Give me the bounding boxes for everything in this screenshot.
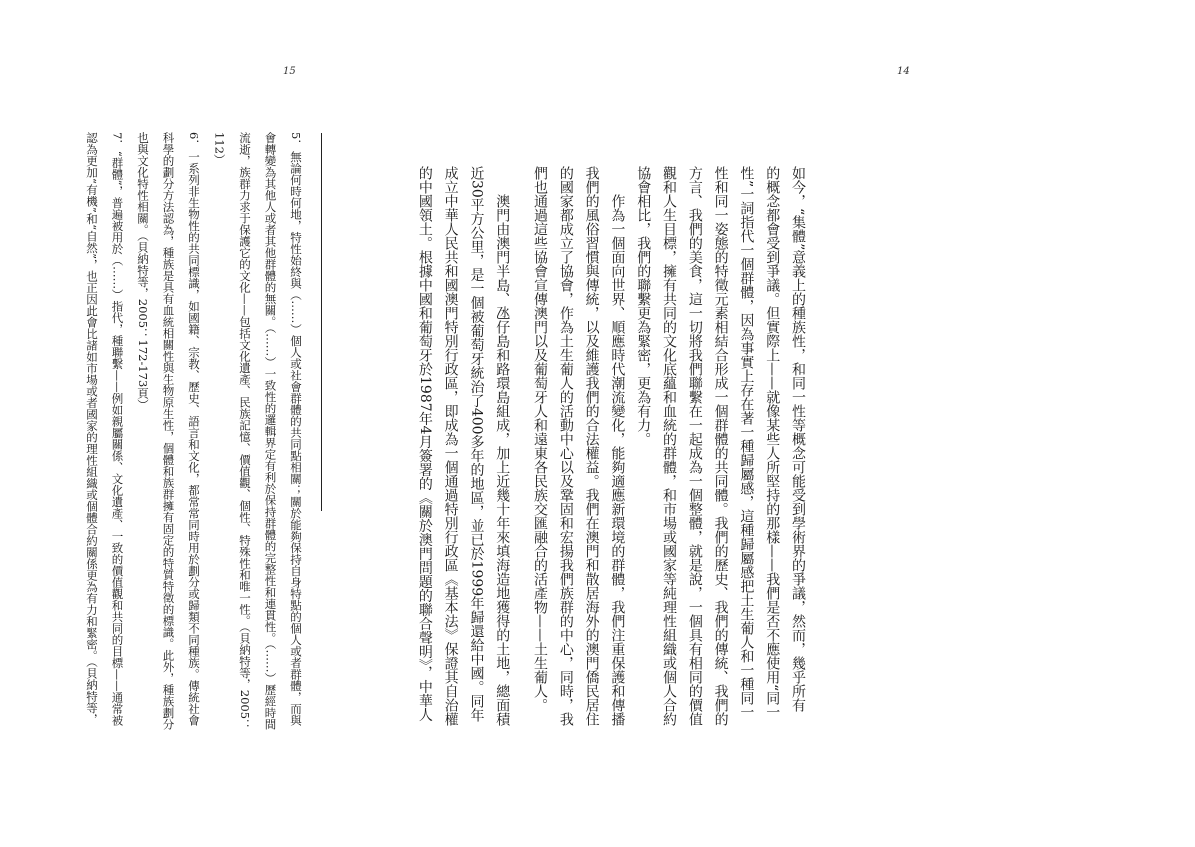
footnote-divider [321, 133, 322, 511]
footnote-6: 6．一系列非生物性的共同標識，如國籍、宗教、歷史、語言和文化，都常常同時用於劃分或歸類不同種族。傳統社會科學的劃分方法認為，種族是具有血統相關性與生物原生性，個體和族群擁有固定的特質特徵的標識。此外，種族劃分也與文化特性相關。（貝納特等，2005：172-173頁） [136, 132, 201, 730]
footnote-5: 5．無論何時何地，特性始終與（……）個人或社會群體的共同點相關；關於能夠保持自身特點的個人或者群體，而與會轉變為其他人或者其他群體的無關。（……）一致性的邏輯界定有利於保持群體的完整性和連貫性。（……）歷經時間流逝，族群力求于保護它的文化——包括文化遺產、民族記憶、價值觀、個性、特殊性和唯一性。（貝納特等，2005：112） [212, 132, 303, 731]
main-text [410, 166, 810, 726]
paragraph-3: 澳門由澳門半島、氹仔島和路環島組成，加上近幾十年來填海造地獲得的土地，總面積近30平方公里，是一個被葡萄牙統治了400多年的地區，並已於1999年歸還給中國。同年成立中華人民共和國澳門特別行政區，即成為一個通過特別行政區《基本法》保證其自治權的中國領土。根據中國和葡萄牙於1987年4月簽署的《關於澳門問題的聯合聲明》，中華人 [416, 166, 511, 726]
paragraph-1: 如今，“集體”意義上的種族性，和同一性等概念可能受到學術界的爭議，然而，幾乎所有的概念都會受到爭議。但實際上——就像某些人所堅持的那樣——我們是否不應使用“同一性”一詞指代一個群體，因為事實上存在著一種歸屬感，這種歸屬感把土生葡人和一種同一性和同一姿態的特徵元素相結合形成一個群體的共同體。我們的歷史、我們的傳統、我們的方言、我們的美食，這一切將我們聯繫在一起成為一個整體，就是說，一個具有相同的價值觀和人生目標，擁有共同的文化底蘊和血統的群體，和市場或國家等純理性組織或個人合約協會相比，我們的聯繫更為緊密，更為有力。 [635, 166, 806, 726]
paragraph-2: 作為一個面向世界、順應時代潮流變化，能夠適應新環境的群體，我們注重保護和傳播我們的風俗習慣與傳統，以及維護我們的合法權益。我們在澳門和散居海外的澳門僑民居住的國家都成立了協會，作為土生葡人的活動中心以及鞏固和宏揚我們族群的中心，同時，我們也通過這些協會宣傳澳門以及葡萄牙人和遠東各民族交匯融合的活產物——土生葡人。 [532, 166, 626, 726]
footnote-7: 7．“群體”，普遍被用於（……）指代，種聯繫——例如親屬關係、文化遺產、一致的價值觀和共同的目標——通常被認為更加“有機”和“自然”，也正因此會比諸如市場或者國家的理性組織或個體合約關係更為有力和緊密。（貝納特等， [85, 132, 125, 727]
footnotes [78, 132, 308, 732]
page-number-right: 14 [897, 66, 910, 77]
page-number-left: 15 [283, 66, 296, 77]
